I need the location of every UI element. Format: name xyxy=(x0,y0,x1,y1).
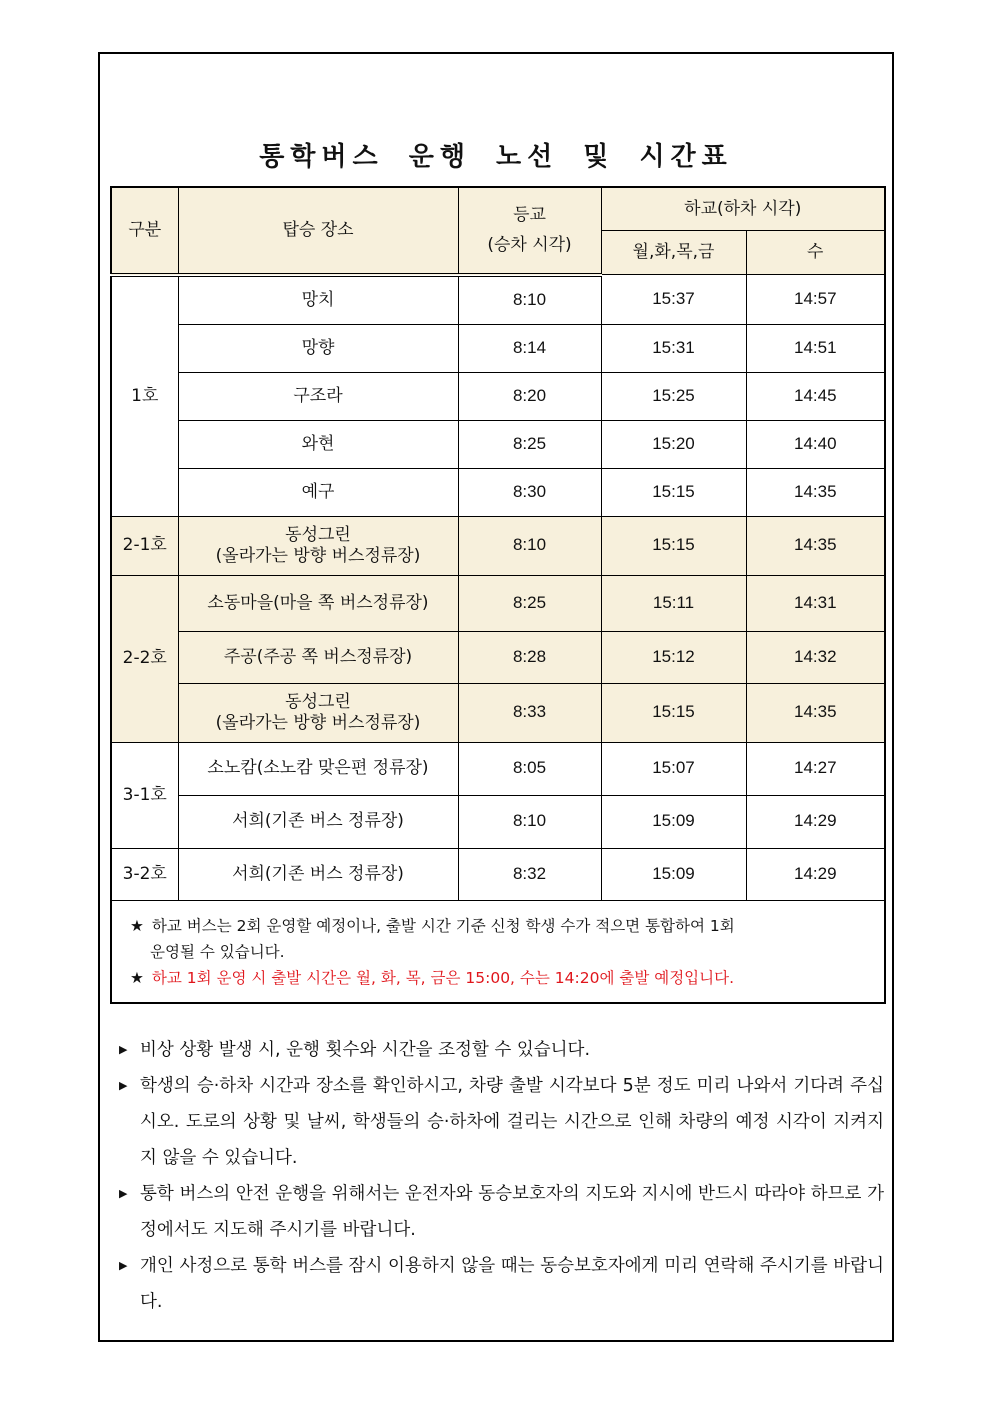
location-cell: 서희(기존 버스 정류장) xyxy=(178,848,458,900)
triangle-bullet-icon: ▶ xyxy=(119,1187,128,1200)
morning-time-cell: 8:10 xyxy=(458,795,601,848)
location-cell xyxy=(178,516,458,575)
afternoon-wed-cell: 14:29 xyxy=(746,795,885,848)
list-item xyxy=(114,1248,884,1320)
list-item xyxy=(114,1068,884,1176)
afternoon-mtthf-cell: 15:15 xyxy=(601,683,746,742)
header-category: 구분 xyxy=(111,187,178,275)
location-cell: 서희(기존 버스 정류장) xyxy=(178,795,458,848)
morning-time-cell: 8:25 xyxy=(458,420,601,468)
list-item-text: 학생의 승·하차 시간과 장소를 확인하시고, 차량 출발 시각보다 5분 정도 미리 나와서 기다려 주십시오. 도로의 상황 및 날씨, 학생들의 승·하차에 걸리는 시간으로 인해 차량의 예정 시각이 지켜지지 않을 수 있습니다. xyxy=(140,1076,884,1168)
afternoon-wed-cell: 14:29 xyxy=(746,848,885,900)
afternoon-wed-cell: 14:35 xyxy=(746,516,885,575)
afternoon-mtthf-cell: 15:09 xyxy=(601,795,746,848)
afternoon-mtthf-cell: 15:20 xyxy=(601,420,746,468)
bus-schedule-table xyxy=(110,186,886,1004)
afternoon-wed-cell: 14:32 xyxy=(746,631,885,683)
triangle-bullet-icon: ▶ xyxy=(119,1259,128,1272)
table-row xyxy=(111,372,885,420)
morning-time-cell: 8:14 xyxy=(458,324,601,372)
table-row xyxy=(111,742,885,795)
table-row xyxy=(111,420,885,468)
afternoon-wed-cell: 14:40 xyxy=(746,420,885,468)
table-row xyxy=(111,683,885,742)
location-cell: 예구 xyxy=(178,468,458,516)
location-cell: 소동마을(마을 쪽 버스정류장) xyxy=(178,575,458,631)
location-name: 동성그린 xyxy=(285,692,351,713)
table-row xyxy=(111,468,885,516)
table-row xyxy=(111,631,885,683)
afternoon-mtthf-cell: 15:09 xyxy=(601,848,746,900)
location-detail: (올라가는 방향 버스정류장) xyxy=(215,712,421,733)
list-item-text: 통학 버스의 안전 운행을 위해서는 운전자와 동승보호자의 지도와 지시에 반드시 따라야 하므로 가정에서도 지도해 주시기를 바랍니다. xyxy=(140,1184,884,1240)
route-cell: 2-1호 xyxy=(111,516,178,575)
table-row xyxy=(111,795,885,848)
note-1-text: 하교 버스는 2회 운영할 예정이나, 출발 시간 기준 신청 학생 수가 적으면 통합하여 1회 xyxy=(151,916,735,935)
afternoon-mtthf-cell: 15:07 xyxy=(601,742,746,795)
route-cell: 2-2호 xyxy=(111,575,178,742)
list-item-text: 비상 상황 발생 시, 운행 횟수와 시간을 조정할 수 있습니다. xyxy=(140,1040,591,1060)
afternoon-mtthf-cell: 15:12 xyxy=(601,631,746,683)
note-2 xyxy=(130,965,866,991)
location-cell: 소노캄(소노캄 맞은편 정류장) xyxy=(178,742,458,795)
location-cell: 주공(주공 쪽 버스정류장) xyxy=(178,631,458,683)
triangle-bullet-icon: ▶ xyxy=(119,1043,128,1056)
location-cell: 망향 xyxy=(178,324,458,372)
location-name: 동성그린 xyxy=(285,525,351,546)
morning-time-cell: 8:20 xyxy=(458,372,601,420)
morning-time-cell: 8:10 xyxy=(458,516,601,575)
route-cell: 1호 xyxy=(111,275,178,517)
header-morning xyxy=(458,187,601,275)
morning-time-cell: 8:28 xyxy=(458,631,601,683)
document-frame xyxy=(98,52,894,1342)
document-title: 통학버스 운행 노선 및 시간표 xyxy=(259,142,733,172)
header-morning-title: 등교 xyxy=(513,204,546,225)
table-row xyxy=(111,516,885,575)
header-afternoon-wed: 수 xyxy=(746,231,885,275)
afternoon-mtthf-cell: 15:37 xyxy=(601,275,746,325)
list-item xyxy=(114,1176,884,1248)
list-item-text: 개인 사정으로 통학 버스를 잠시 이용하지 않을 때는 동승보호자에게 미리 연락해 주시기를 바랍니다. xyxy=(140,1256,884,1312)
notes-cell xyxy=(111,900,885,1003)
table-row xyxy=(111,275,885,325)
route-cell: 3-2호 xyxy=(111,848,178,900)
triangle-bullet-icon: ▶ xyxy=(119,1079,128,1092)
star-icon: ★ xyxy=(130,969,144,988)
table-row xyxy=(111,324,885,372)
afternoon-mtthf-cell: 15:15 xyxy=(601,468,746,516)
list-item xyxy=(114,1032,884,1068)
star-icon: ★ xyxy=(130,916,144,935)
afternoon-wed-cell: 14:35 xyxy=(746,683,885,742)
header-afternoon: 하교(하차 시각) xyxy=(601,187,885,231)
morning-time-cell: 8:10 xyxy=(458,275,601,325)
note-1 xyxy=(130,913,866,939)
location-detail: (올라가는 방향 버스정류장) xyxy=(215,545,421,566)
afternoon-mtthf-cell: 15:11 xyxy=(601,575,746,631)
table-row xyxy=(111,575,885,631)
location-cell xyxy=(178,683,458,742)
afternoon-wed-cell: 14:27 xyxy=(746,742,885,795)
afternoon-wed-cell: 14:45 xyxy=(746,372,885,420)
header-morning-sub: (승차 시각) xyxy=(487,235,572,256)
route-cell: 3-1호 xyxy=(111,742,178,848)
afternoon-wed-cell: 14:35 xyxy=(746,468,885,516)
morning-time-cell: 8:25 xyxy=(458,575,601,631)
location-cell: 구조라 xyxy=(178,372,458,420)
morning-time-cell: 8:30 xyxy=(458,468,601,516)
header-location: 탑승 장소 xyxy=(178,187,458,275)
notes-row xyxy=(111,900,885,1003)
afternoon-wed-cell: 14:51 xyxy=(746,324,885,372)
notes-box xyxy=(112,901,884,1002)
afternoon-mtthf-cell: 15:15 xyxy=(601,516,746,575)
header-row xyxy=(111,187,885,231)
morning-time-cell: 8:33 xyxy=(458,683,601,742)
header-afternoon-mtthf: 월,화,목,금 xyxy=(601,231,746,275)
notice-list xyxy=(114,1032,884,1320)
afternoon-wed-cell: 14:31 xyxy=(746,575,885,631)
location-cell: 망치 xyxy=(178,275,458,325)
note-1-continued: 운영될 수 있습니다. xyxy=(150,942,285,961)
morning-time-cell: 8:32 xyxy=(458,848,601,900)
afternoon-mtthf-cell: 15:25 xyxy=(601,372,746,420)
afternoon-wed-cell: 14:57 xyxy=(746,275,885,325)
morning-time-cell: 8:05 xyxy=(458,742,601,795)
afternoon-mtthf-cell: 15:31 xyxy=(601,324,746,372)
location-cell: 와현 xyxy=(178,420,458,468)
table-row xyxy=(111,848,885,900)
note-2-text: 하교 1회 운영 시 출발 시간은 월, 화, 목, 금은 15:00, 수는 14:20에 출발 예정입니다. xyxy=(151,969,735,988)
